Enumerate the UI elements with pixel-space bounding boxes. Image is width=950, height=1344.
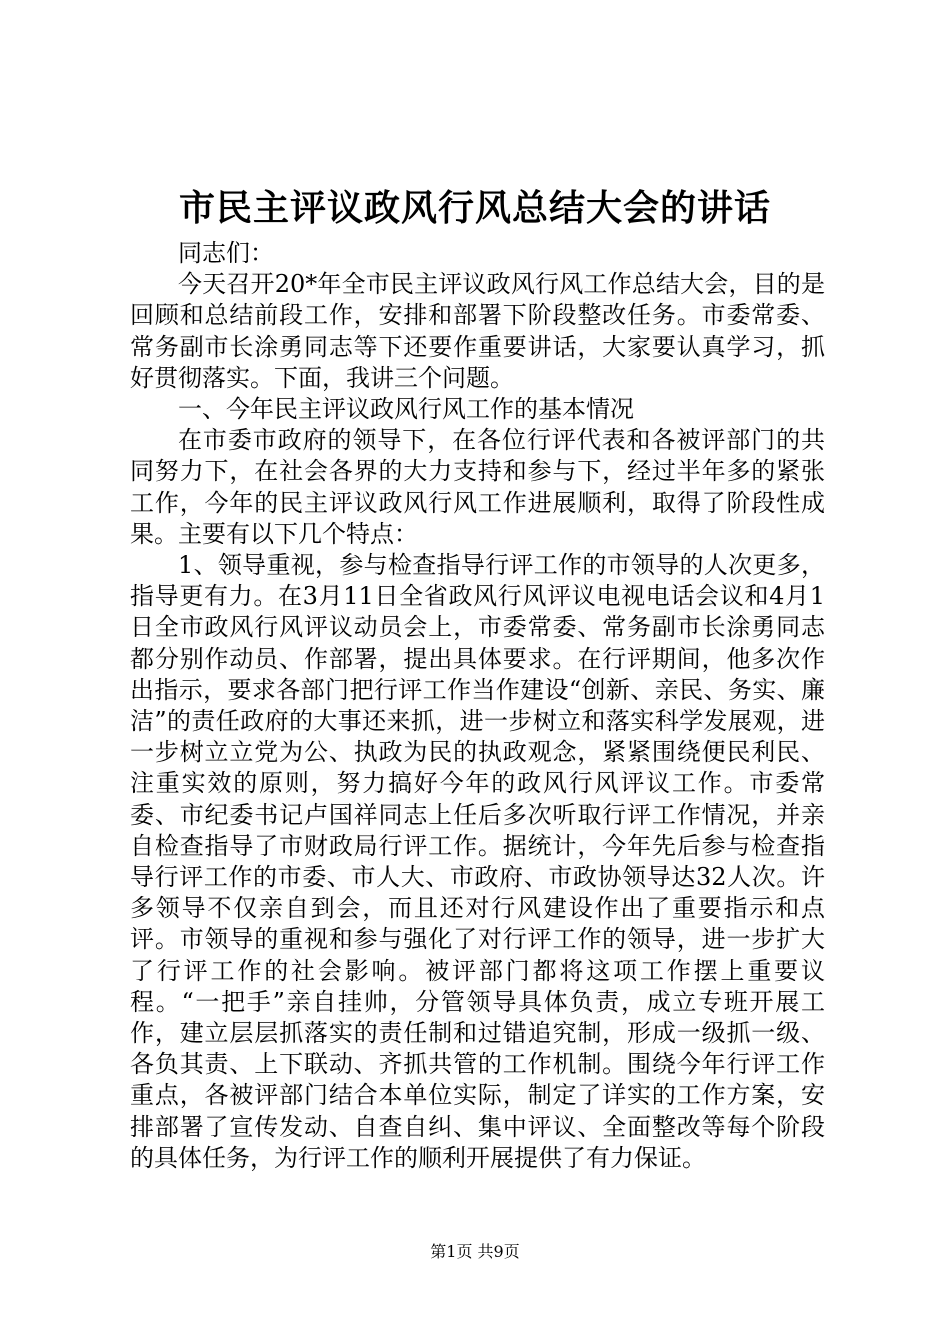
- document-body: [130, 238, 825, 1174]
- intro-paragraph: 今天召开20*年全市民主评议政风行风工作总结大会，目的是回顾和总结前段工作，安排和部署下阶段整改任务。市委常委、常务副市长涂勇同志等下还要作重要讲话，大家要认真学习，抓好贯彻落实。下面，我讲三个问题。: [130, 270, 825, 392]
- body-paragraph: 在市委市政府的领导下，在各位行评代表和各被评部门的共同努力下，在社会各界的大力支持和参与下，经过半年多的紧张工作，今年的民主评议政风行风工作进展顺利，取得了阶段性成果。主要有以下几个特点：: [130, 426, 825, 548]
- body-paragraph: 1、领导重视，参与检查指导行评工作的市领导的人次更多，指导更有力。在3月11日全省政风行风评议电视电话会议和4月1日全市政风行风评议动员会上，市委常委、常务副市长涂勇同志都分别作动员、作部署，提出具体要求。在行评期间，他多次作出指示，要求各部门把行评工作当作建设“创新、亲民、务实、廉洁”的责任政府的大事还来抓，进一步树立和落实科学发展观，进一步树立立党为公、执政为民的执政观念，紧紧围绕便民利民、注重实效的原则，努力搞好今年的政风行风评议工作。市委常委、市纪委书记卢国祥同志上任后多次听取行评工作情况，并亲自检查指导了市财政局行评工作。据统计，今年先后参与检查指导行评工作的市委、市人大、市政府、市政协领导达32人次。许多领导不仅亲自到会，而且还对行风建设作出了重要指示和点评。市领导的重视和参与强化了对行评工作的领导，进一步扩大了行评工作的社会影响。被评部门都将这项工作摆上重要议程。“一把手”亲自挂帅，分管领导具体负责，成立专班开展工作，建立层层抓落实的责任制和过错追究制，形成一级抓一级、各负其责、上下联动、齐抓共管的工作机制。围绕今年行评工作重点，各被评部门结合本单位实际，制定了详实的工作方案，安排部署了宣传发动、自查自纠、集中评议、全面整改等每个阶段的具体任务，为行评工作的顺利开展提供了有力保证。: [130, 551, 825, 1172]
- section-heading: 一、今年民主评议政风行风工作的基本情况: [178, 395, 634, 424]
- salutation-paragraph: 同志们：: [178, 239, 274, 267]
- document-title: 市民主评议政风行风总结大会的讲话: [178, 187, 771, 229]
- page-number-footer: 第1页 共9页: [430, 1242, 520, 1261]
